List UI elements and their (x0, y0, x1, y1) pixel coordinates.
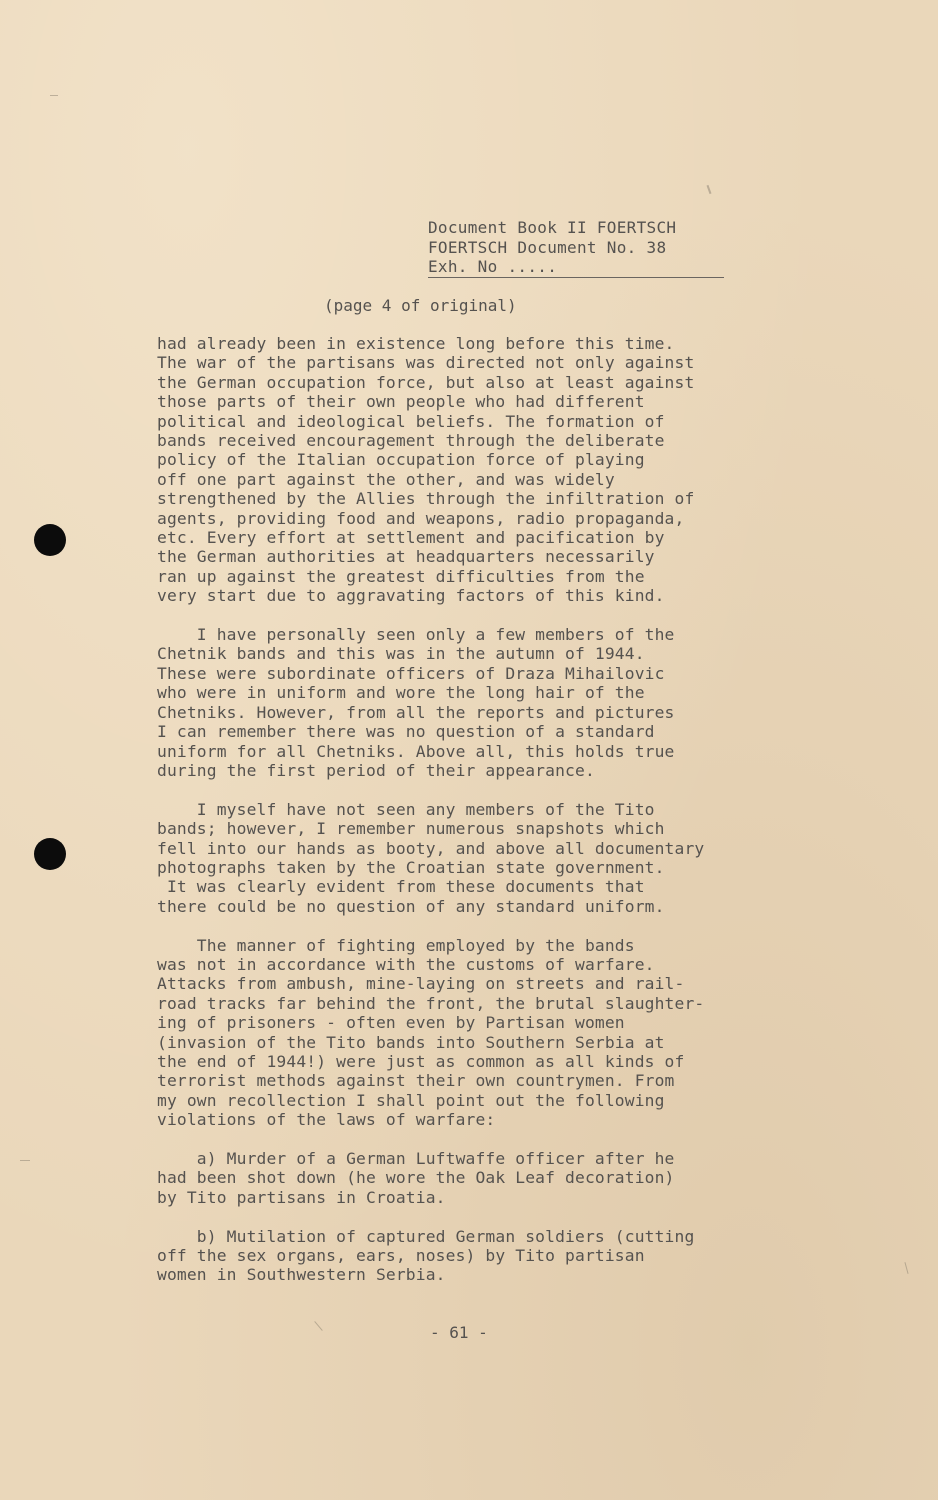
text-line: Attacks from ambush, mine-laying on streets and rail- (157, 974, 685, 994)
text-line: was not in accordance with the customs of warfare. (157, 954, 655, 974)
text-line: terrorist methods against their own countrymen. From (157, 1071, 675, 1091)
text-line: during the first period of their appearance. (157, 760, 595, 780)
text-line: the end of 1944!) were just as common as all kinds of (157, 1051, 685, 1071)
text-line: I can remember there was no question of a standard (157, 722, 655, 742)
text-line: had already been in existence long before this time. (157, 334, 675, 353)
text-line: off the sex organs, ears, noses) by Tito partisan (157, 1246, 645, 1266)
text-line: Chetniks. However, from all the reports and pictures (157, 702, 675, 722)
text-line: Chetnik bands and this was in the autumn of 1944. (157, 644, 645, 664)
text-line: bands received encouragement through the deliberate (157, 431, 665, 451)
text-line: It was clearly evident from these documents that (157, 877, 645, 897)
text-line: The manner of fighting employed by the bands (157, 935, 635, 955)
text-line: photographs taken by the Croatian state government. (157, 857, 665, 877)
text-line: ing of prisoners - often even by Partisan women (157, 1013, 625, 1033)
punch-hole-top (34, 524, 66, 556)
text-line: etc. Every effort at settlement and pacification by (157, 528, 665, 548)
text-line: These were subordinate officers of Draza Mihailovic (157, 663, 665, 683)
text-line: my own recollection I shall point out the following (157, 1090, 665, 1110)
paragraph-partisan-war (157, 334, 817, 606)
text-line: very start due to aggravating factors of this kind. (157, 586, 665, 606)
page-number: - 61 - (430, 1323, 488, 1342)
paper-speck (314, 1321, 322, 1331)
paper-speck (20, 1160, 30, 1161)
text-line: there could be no question of any standard uniform. (157, 896, 665, 916)
paper-speck (707, 185, 712, 194)
text-line: I have personally seen only a few members of the (157, 625, 675, 645)
text-line: strengthened by the Allies through the infiltration of (157, 489, 695, 509)
paragraph-manner-of-fighting (157, 936, 817, 1130)
text-line: (invasion of the Tito bands into Southern Serbia at (157, 1032, 665, 1052)
header-document-number: FOERTSCH Document No. 38 (428, 237, 667, 257)
text-line: b) Mutilation of captured German soldiers (cutting (157, 1226, 695, 1246)
text-line: agents, providing food and weapons, radio propaganda, (157, 508, 685, 528)
text-line: a) Murder of a German Luftwaffe officer after he (157, 1149, 675, 1168)
document-body (157, 334, 817, 1304)
text-line: the German authorities at headquarters necessarily (157, 547, 655, 567)
paragraph-tito-bands (157, 800, 817, 916)
document-header (428, 218, 728, 278)
text-line: fell into our hands as booty, and above all documentary (157, 838, 705, 858)
text-line: those parts of their own people who had different (157, 392, 645, 412)
paragraph-item-b (157, 1227, 817, 1285)
text-line: ran up against the greatest difficulties from the (157, 566, 645, 586)
text-line: road tracks far behind the front, the brutal slaughter- (157, 993, 705, 1013)
text-line: had been shot down (he wore the Oak Leaf decoration) (157, 1168, 675, 1188)
punch-hole-bottom (34, 838, 66, 870)
paper-speck (50, 95, 58, 96)
paper-speck (904, 1262, 908, 1274)
header-document-book: Document Book II FOERTSCH (428, 218, 677, 237)
paragraph-chetnik-bands (157, 625, 817, 780)
text-line: off one part against the other, and was widely (157, 469, 615, 489)
text-line: by Tito partisans in Croatia. (157, 1187, 446, 1207)
text-line: I myself have not seen any members of the Tito (157, 799, 655, 819)
text-line: uniform for all Chetniks. Above all, this holds true (157, 741, 675, 761)
text-line: bands; however, I remember numerous snapshots which (157, 819, 665, 839)
text-line: women in Southwestern Serbia. (157, 1265, 446, 1285)
text-line: political and ideological beliefs. The formation of (157, 411, 665, 431)
text-line: violations of the laws of warfare: (157, 1110, 496, 1130)
text-line: policy of the Italian occupation force of playing (157, 450, 645, 470)
original-page-reference: (page 4 of original) (324, 296, 517, 315)
paragraph-item-a (157, 1149, 817, 1207)
text-line: The war of the partisans was directed not only against (157, 353, 695, 373)
text-line: the German occupation force, but also at least against (157, 372, 695, 392)
header-exhibit-number: Exh. No ..... (428, 257, 724, 278)
text-line: who were in uniform and wore the long hair of the (157, 683, 645, 703)
